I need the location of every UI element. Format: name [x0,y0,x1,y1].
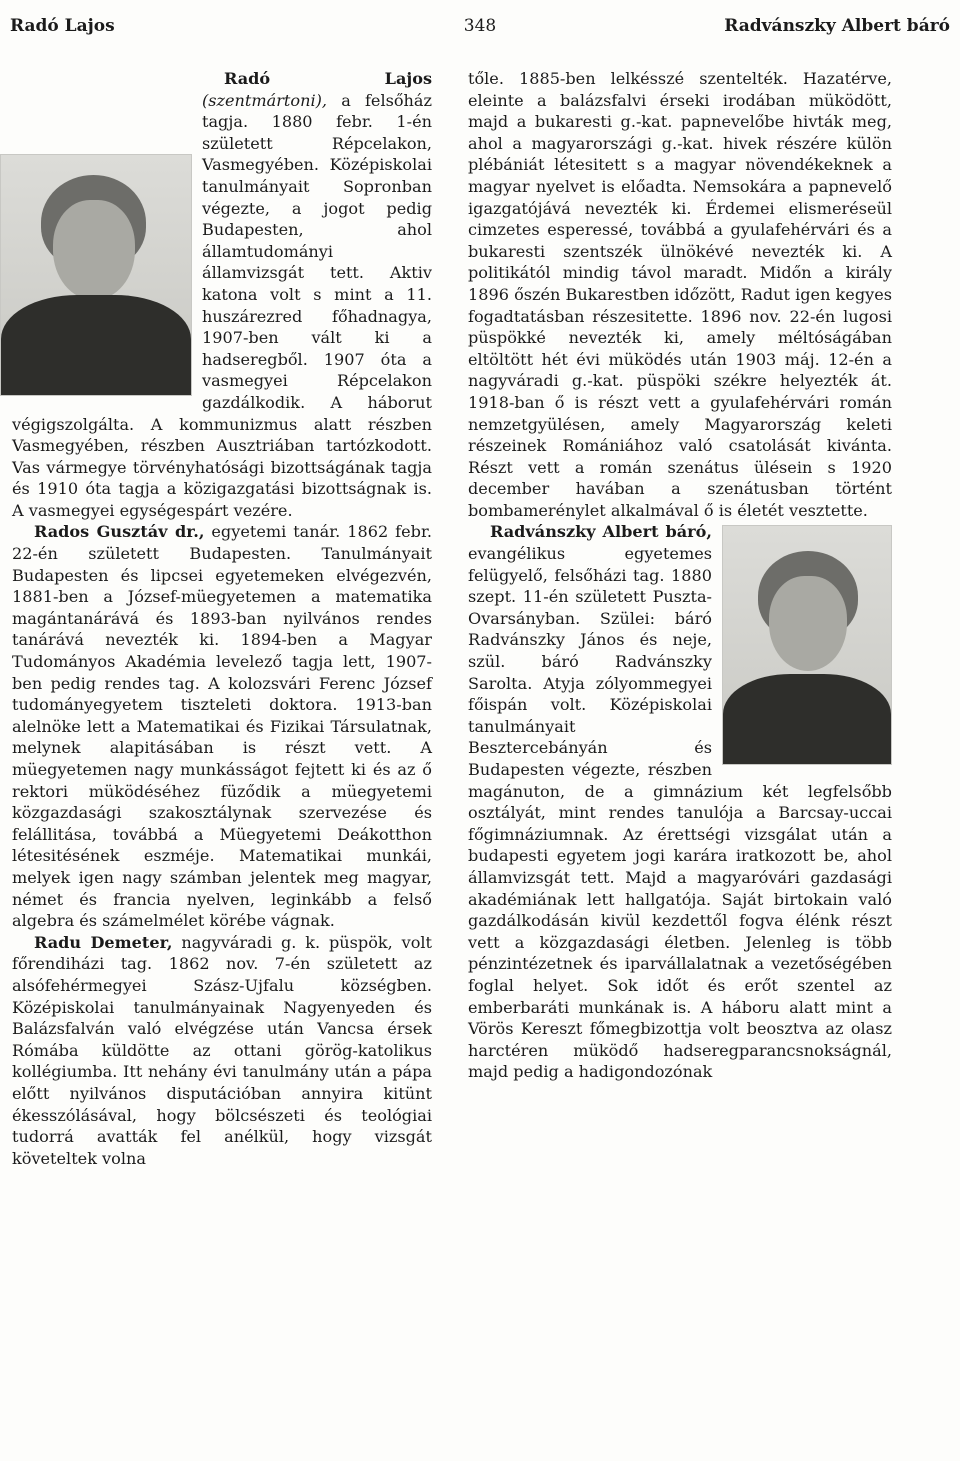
entry-radu-demeter [12,932,432,1170]
portrait-radvanszky-albert [722,525,892,765]
entry-text: egyetemi tanár. 1862 febr. 22-én született Budapesten. Tanulmányait Budapesten és lipcsei egyetemeken elvégezvén, 1881-ben a József-müegyetemen a matematika magántanárává és 1893-ban nyilvános rendes tanárává nevezték ki. 1894-ben a Magyar Tudományos Akadémia levelező tagja lett, 1907-ben pedig rendes tag. A kolozsvári Ferenc József tudományegyetem tiszteleti doktora. 1913-ban alelnöke lett a Matematikai és Fizikai Társulatnak, melynek alapitásában is részt vett. A müegyetemen nagy munkásságot fejtett ki és az ő rektori müködéséhez füződik a müegyetemi közgazdasági szakosztálynak szervezése és felállitása, továbbá a Müegyetemi Deákotthon létesitésének eszméje. Matematikai munkái, melyek igen nagy számban jelentek meg magyar, német és francia nyelven, leginkább a felső algebra és számelmélet körébe vágnak. [12,522,432,931]
entry-text: tőle. 1885-ben lelkésszé szentelték. Hazatérve, eleinte a balázsfalvi érseki irodában müködött, majd a bukaresti g.-kat. papnevelőbe hivták meg, ahol a magyarországi g.-kat. hivek részére külön plébániát létesitett s a magyar növendékeknek a magyar nyelvet is előadta. Nemsokára a papnevelő igazgatójává nevezték ki. Érdemei elismeréseül cimzetes esperessé, továbbá a gyulafehérvári és a bukaresti szentszék ülnökévé nevezték ki. A politikától mindig távol maradt. Midőn a király 1896 őszén Bukarestben időzött, Radut igen kegyes fogadtatásban részesitette. 1896 nov. 22-én lugosi püspökké nevezték ki, amely méltóságában eltöltött hét évi müködés után 1903 máj. 12-én a nagyváradi g.-kat. püspöki székre helyezték át. 1918-ban ő is részt vett a gyulafehérvári román nemzetgyülésen, amely Magyarország keleti részeinek Romániához való csatolását kivánta. Részt vett a román szenátus ülésein s 1920 december havában a szenátusban történt bombamerénylet alkalmával ő is életét vesztette. [468,69,893,520]
entry-name: Radu Demeter, [34,932,173,952]
entry-name: Radvánszky Albert báró, [490,522,712,542]
right-column [468,68,892,1083]
header-left-name: Radó Lajos [10,16,115,36]
entry-rados-gusztav [12,521,432,931]
entry-text: a felsőház tagja. 1880 febr. 1-én született Répcelakon, Vasmegyében. Középiskolai tanulmányait Sopronban végezte, a jogot pedig Budapesten, ahol államtudományi államvizsgát tett. Aktiv katona volt s mint a 11. huszárezred főhadnagya, 1907-ben vált ki a hadseregből. 1907 óta a vasmegyei Répcelakon gazdálkodik. A háborut végigszolgálta. A kommunizmus alatt részben Vasmegyében, részben Ausztriában tartózkodott. Vas vármegye törvényhatósági bizottságának tagja és 1910 óta tagja a közigazgatási bizottságnak is. A vasmegyei egységespárt vezére. [12,90,432,520]
page-number: 348 [463,16,497,36]
entry-text: evangélikus egyetemes felügyelő, felsőházi tag. 1880 szept. 11-én született Puszta-Ovarsányban. Szülei: báró Radvánszky János és neje, szül. báró Radvánszky Sarolta. Atyja zólyommegyei főispán volt. Középiskolai tanulmányait Besztercebányán és Budapesten végezte, részben magánuton, de a gimnázium két legfelsőbb osztályát, mint rendes tanulója a Barcsay-uccai főgimnáziumnak. Az érettségi vizsgálat után a budapesti egyetem jogi karára iratkozott be, ahol államvizsgát tett. Majd a magyaróvári gazdasági akadémiának lett hallgatója. Saját birtokain való gazdálkodásán kivül kezdettől fogva élénk részt vett a közgazdasági életben. Jelenleg is több pénzintézetnek és iparvállalatnak a vezetőségében foglal helyet. Sok időt és erőt szentel az emberbaráti munkának is. A háboru alatt mint a Vörös Kereszt főmegbizottja volt beosztva az olasz harctéren müködő hadseregparancsnokságnál, majd pedig a hadigondozónak [468,544,892,1082]
entry-italic: (szentmártoni), [202,90,327,110]
portrait-rado-lajos [0,154,192,396]
left-column [12,68,432,1169]
header-right-name: Radvánszky Albert báró [724,16,950,36]
page-header [10,16,950,46]
entry-radu-demeter-continued [468,68,892,521]
entry-name: Rados Gusztáv dr., [34,522,205,542]
entry-name: Radó Lajos [224,69,432,88]
entry-text: nagyváradi g. k. püspök, volt főrendiházi tag. 1862 nov. 7-én született az alsófehérmegyei Szász-Ujfalu községben. Középiskolai tanulmányainak Nagyenyeden és Balázsfalván való elvégzése után Vancsa érsek Rómába küldötte az ottani görög-katolikus kollégiumba. Itt nehány évi tanulmány után a pápa előtt nyilvános disputációban annyira kitünt ékesszólásával, hogy bölcsészeti és teológiai tudorrá avatták fel anélkül, hogy vizsgát követeltek volna [12,932,433,1168]
